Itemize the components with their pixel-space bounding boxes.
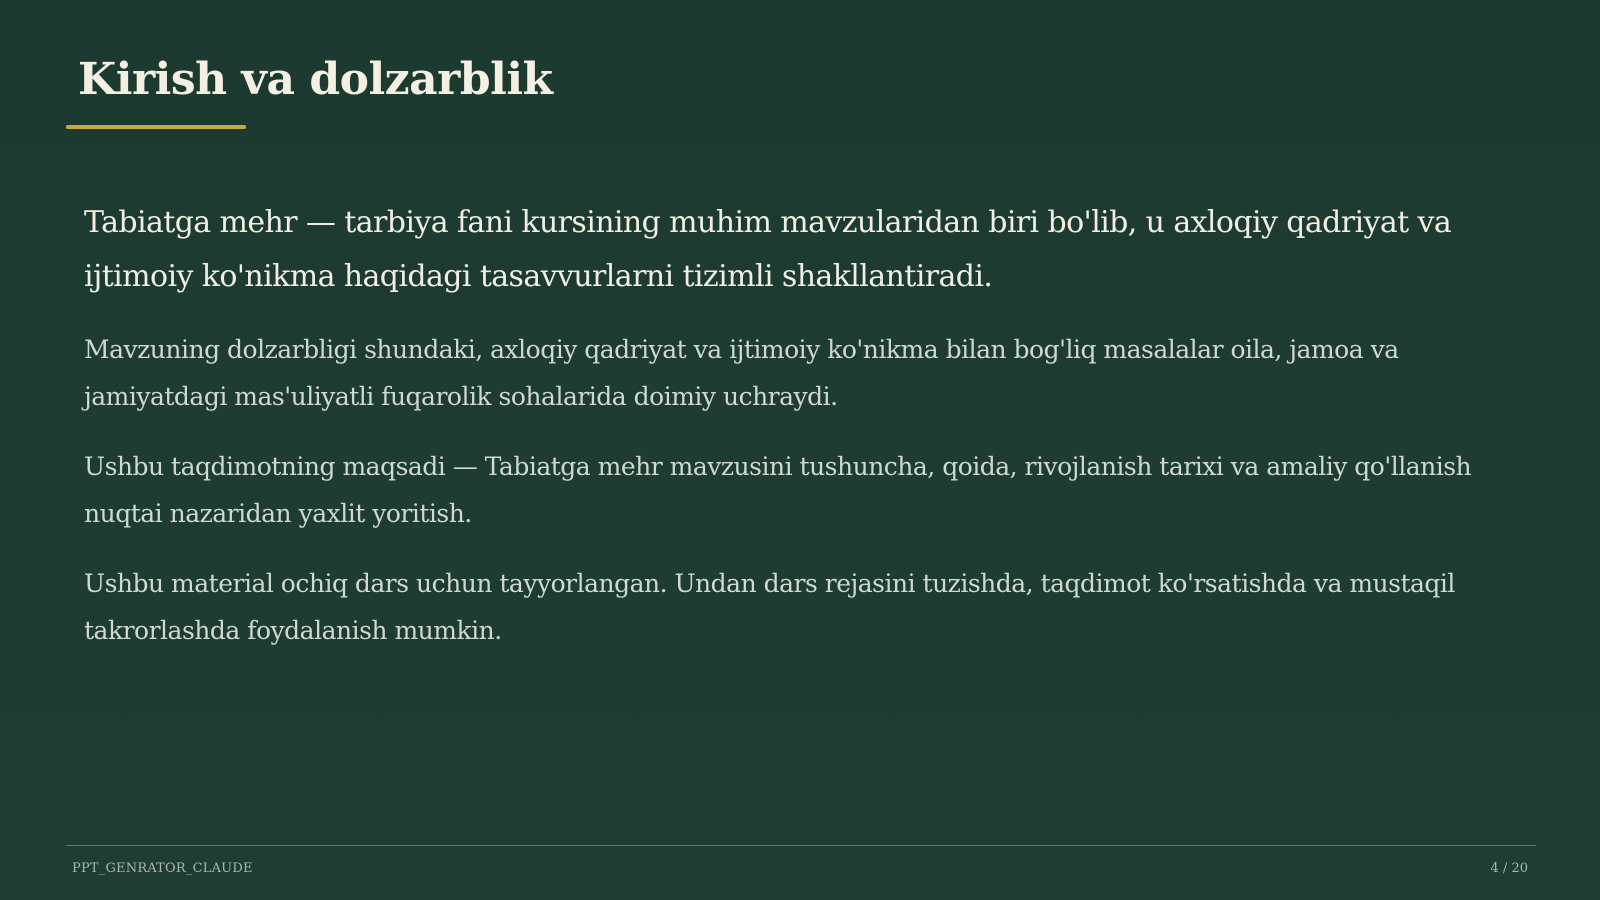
body-paragraph-usage: Ushbu material ochiq dars uchun tayyorlangan. Undan dars rejasini tuzishda, taqdimot ko'rsatishda va mustaqil takrorlashda foydalanish mumkin. (84, 569, 1455, 645)
slide-content (84, 196, 1504, 677)
footer-divider (66, 845, 1536, 846)
body-paragraph-goal: Ushbu taqdimotning maqsadi — Tabiatga mehr mavzusini tushuncha, qoida, rivojlanish tarixi va amaliy qo'llanish nuqtai nazaridan yaxlit yoritish. (84, 452, 1472, 528)
title-underline (66, 125, 246, 129)
body-paragraph-relevance: Mavzuning dolzarbligi shundaki, axloqiy qadriyat va ijtimoiy ko'nikma bilan bog'liq masalalar oila, jamoa va jamiyatdagi mas'uliyatli fuqarolik sohalarida doimiy uchraydi. (84, 335, 1399, 411)
lead-paragraph: Tabiatga mehr — tarbiya fani kursining muhim mavzularidan biri bo'lib, u axloqiy qadriyat va ijtimoiy ko'nikma haqidagi tasavvurlarni tizimli shakllantiradi. (84, 205, 1452, 294)
footer-brand: PPT_GENRATOR_CLAUDE (72, 861, 253, 876)
page-number: 4 / 20 (1490, 861, 1528, 876)
slide-title: Kirish va dolzarblik (78, 54, 553, 105)
